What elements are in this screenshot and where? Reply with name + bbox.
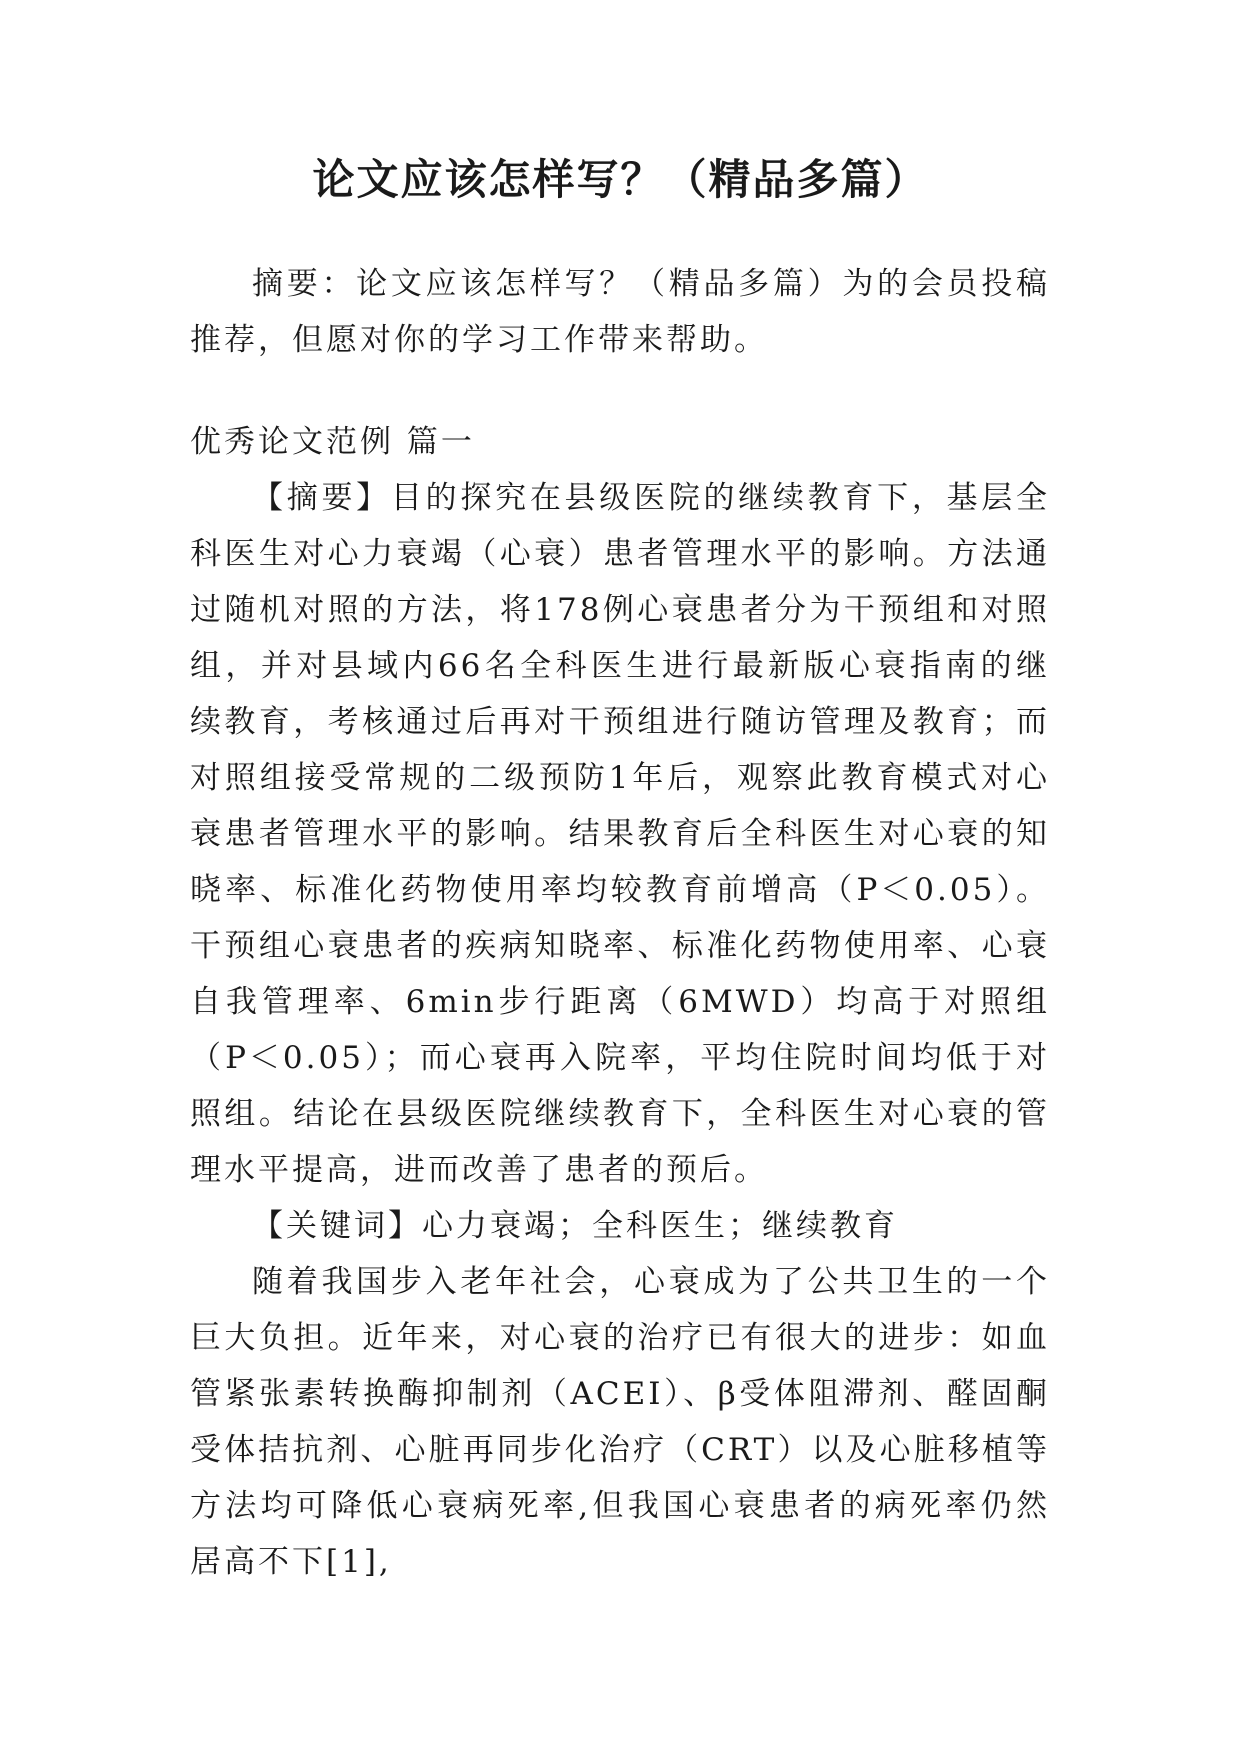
summary-paragraph: 摘要：论文应该怎样写？（精品多篇）为的会员投稿推荐，但愿对你的学习工作带来帮助。 [190, 266, 1050, 358]
keywords-paragraph: 【关键词】心力衰竭；全科医生；继续教育 [252, 1208, 898, 1244]
document-title: 论文应该怎样写？（精品多篇） [312, 155, 929, 204]
summary-block [190, 256, 1050, 368]
section-heading: 优秀论文范例 篇一 [190, 424, 475, 460]
article-body [190, 414, 1050, 1590]
intro-paragraph: 随着我国步入老年社会，心衰成为了公共卫生的一个巨大负担。近年来，对心衰的治疗已有很大的进步：如血管紧张素转换酶抑制剂（ACEI）、β受体阻滞剂、醛固酮受体拮抗剂、心脏再同步化治疗（CRT）以及心脏移植等方法均可降低心衰病死率,但我国心衰患者的病死率仍然居高不下[1], [190, 1264, 1050, 1580]
abstract-paragraph: 【摘要】目的探究在县级医院的继续教育下，基层全科医生对心力衰竭（心衰）患者管理水平的影响。方法通过随机对照的方法，将178例心衰患者分为干预组和对照组，并对县域内66名全科医生进行最新版心衰指南的继续教育，考核通过后再对干预组进行随访管理及教育；而对照组接受常规的二级预防1年后，观察此教育模式对心衰患者管理水平的影响。结果教育后全科医生对心衰的知晓率、标准化药物使用率均较教育前增高（P＜0.05）。干预组心衰患者的疾病知晓率、标准化药物使用率、心衰自我管理率、6min步行距离（6MWD）均高于对照组（P＜0.05）；而心衰再入院率，平均住院时间均低于对照组。结论在县级医院继续教育下，全科医生对心衰的管理水平提高，进而改善了患者的预后。 [190, 480, 1050, 1188]
